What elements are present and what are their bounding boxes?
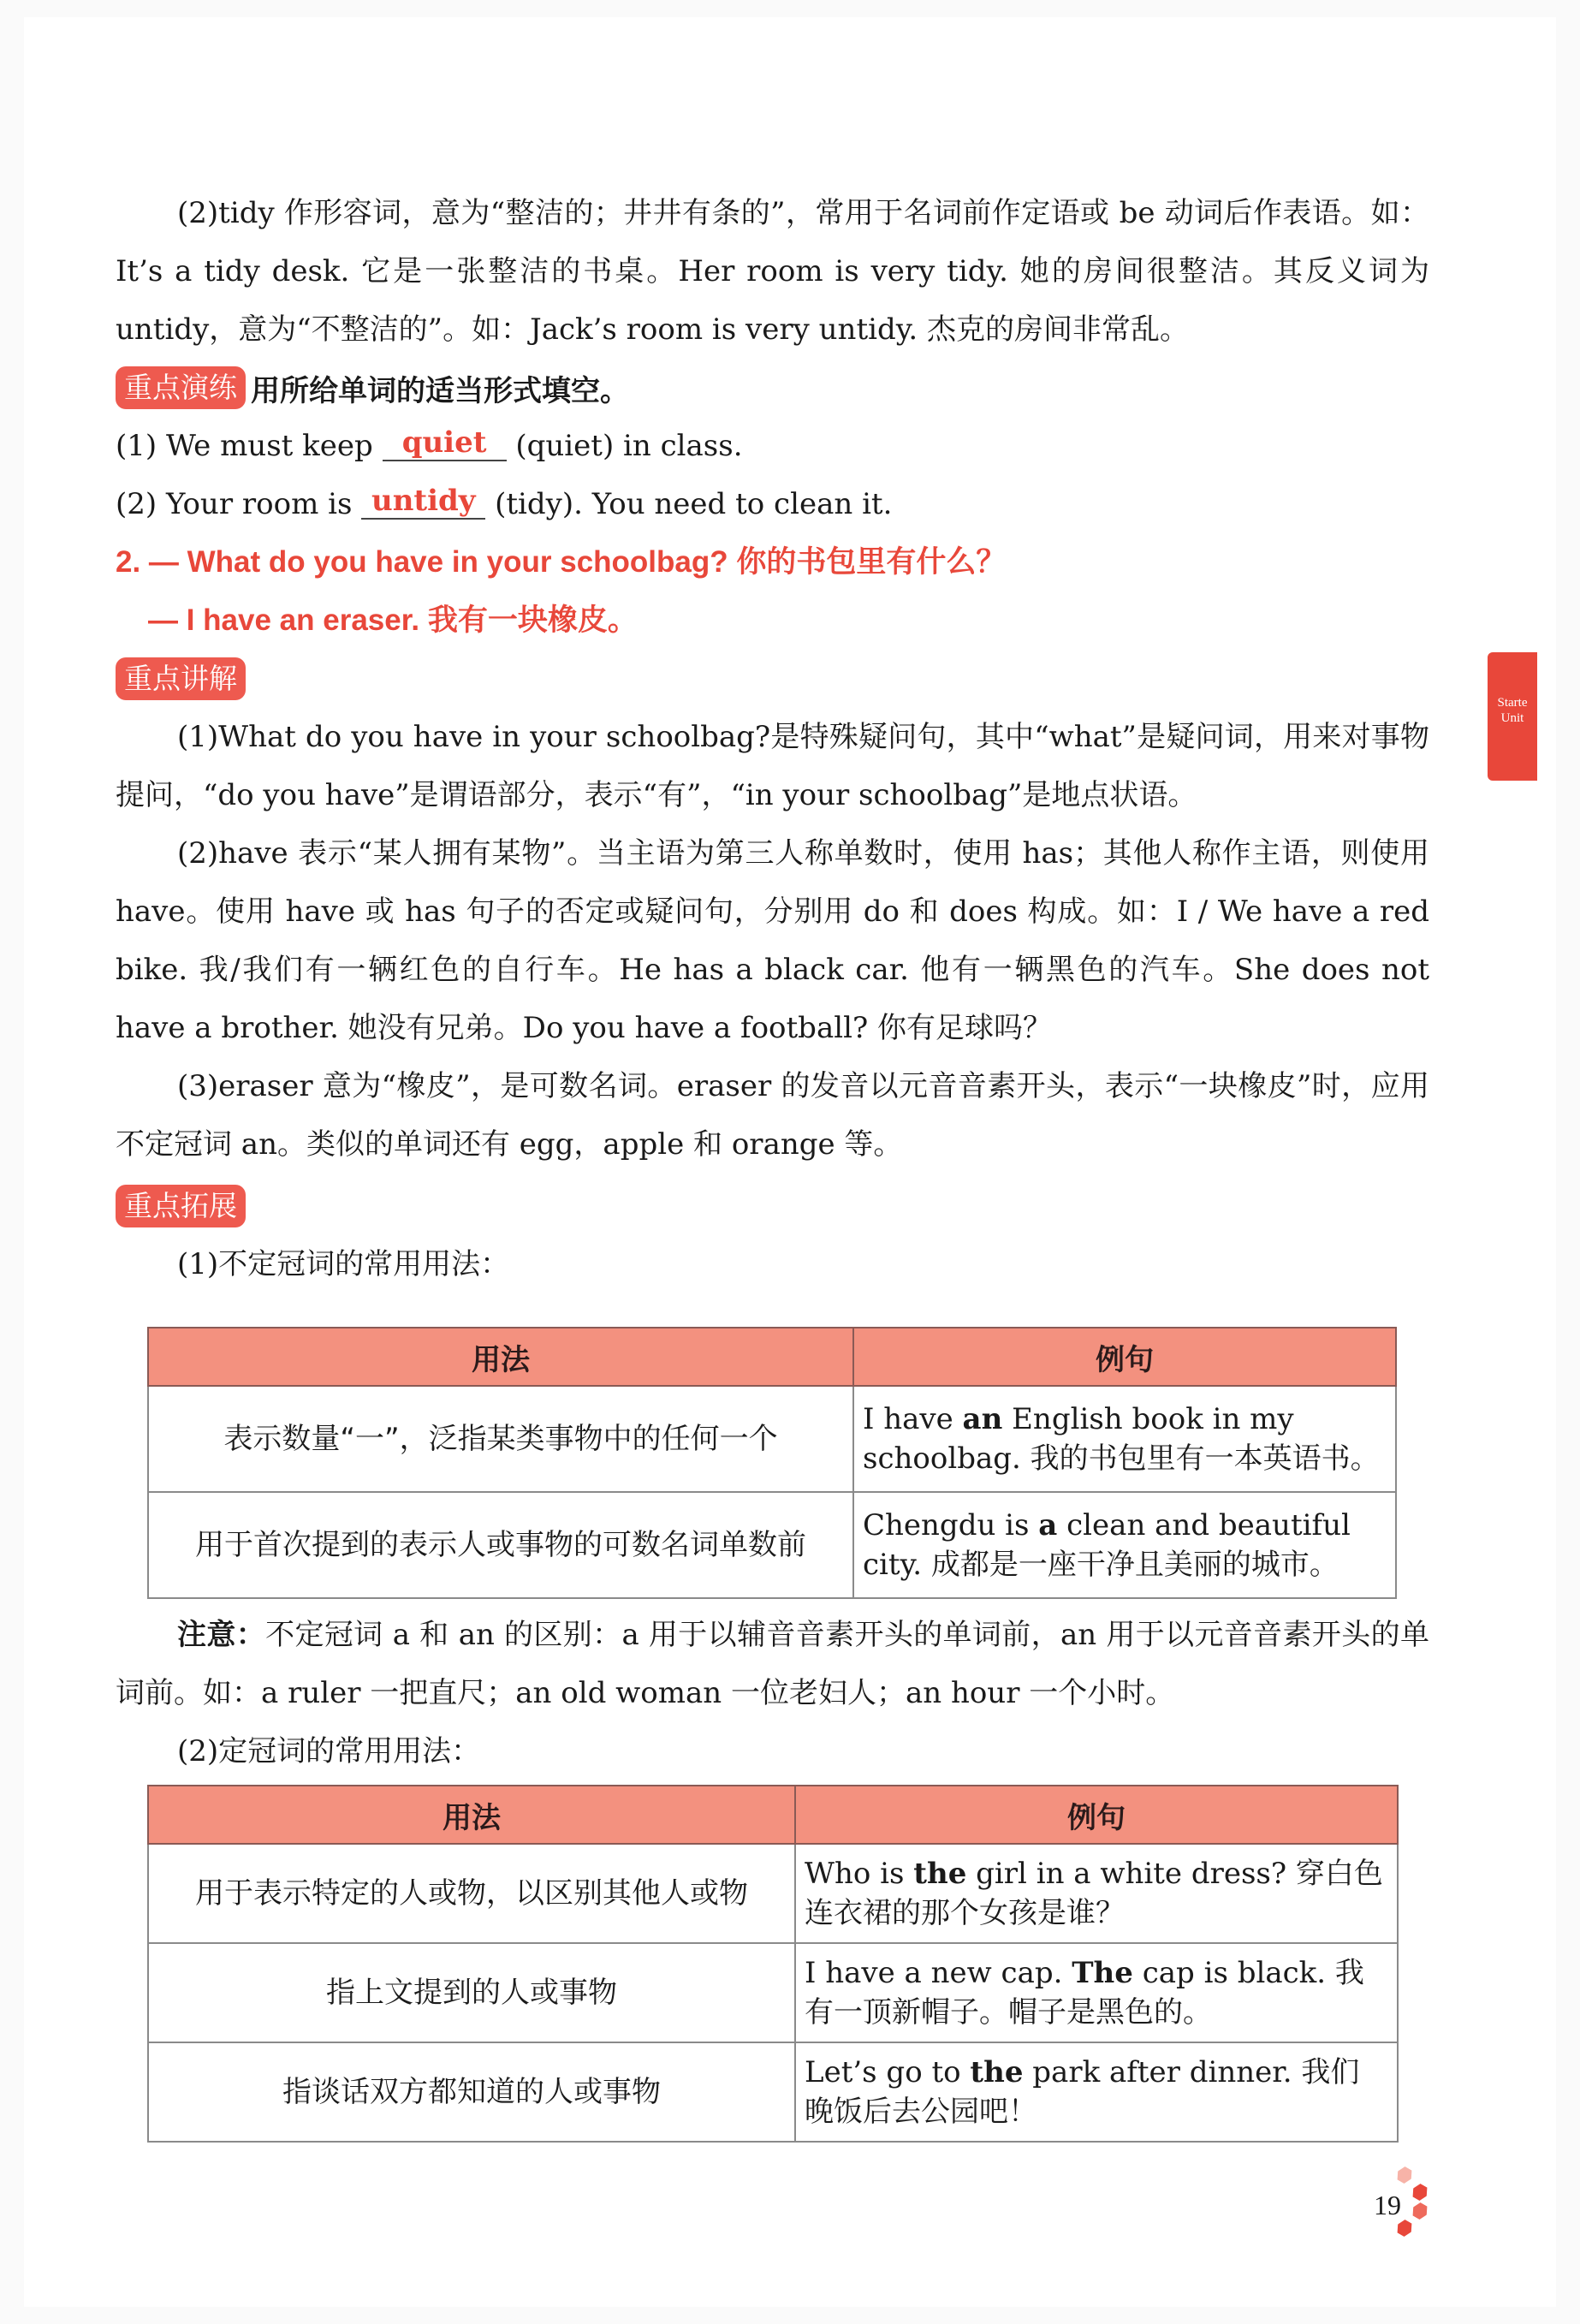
q1-after: (quiet) in class. <box>515 429 743 463</box>
page-content <box>116 184 1429 1293</box>
dialogue-line-1: 2. — What do you have in your schoolbag? 你的书包里有什么？ <box>116 545 1007 579</box>
q2-after: (tidy). You need to clean it. <box>495 487 893 521</box>
q1-before: (1) We must keep <box>116 429 373 463</box>
table-row <box>148 2042 1398 2142</box>
extend-header <box>116 1177 1429 1235</box>
explain-paragraph-1: (1)What do you have in your schoolbag?是特殊疑问句，其中“what”是疑问词，用来对事物提问，“do you have”是谓语部分，表示“有”，“in your schoolbag”是地点状语。 <box>116 720 1429 812</box>
usage-cell: 表示数量“一”，泛指某类事物中的任何一个 <box>148 1386 853 1492</box>
example-cell <box>795 1844 1398 1943</box>
example-article: the <box>913 1857 967 1891</box>
unit-side-tab[interactable] <box>1488 652 1537 781</box>
usage-cell: 指谈话双方都知道的人或事物 <box>148 2042 795 2142</box>
example-cell <box>795 1943 1398 2042</box>
example-cell <box>795 2042 1398 2142</box>
example-part: Chengdu is <box>863 1508 1039 1542</box>
q2-answer: untidy <box>361 484 485 520</box>
table-header-row <box>148 1786 1398 1844</box>
practice-instruction: 用所给单词的适当形式填空。 <box>251 373 629 408</box>
usage-cell: 指上文提到的人或事物 <box>148 1943 795 2042</box>
example-part: I have <box>863 1402 963 1436</box>
table-row <box>148 1943 1398 2042</box>
example-part: cap is black. 我有一顶新帽子。帽子是黑色的。 <box>805 1956 1364 2030</box>
note-label: 注意： <box>177 1618 266 1652</box>
example-part: park after dinner. 我们晚饭后去公园吧！ <box>805 2055 1360 2129</box>
example-article: the <box>970 2055 1024 2089</box>
example-cell <box>853 1492 1396 1598</box>
explain-label: 重点讲解 <box>116 657 246 700</box>
practice-question-1 <box>116 417 1429 475</box>
example-article: a <box>1038 1508 1058 1542</box>
example-article: The <box>1072 1956 1133 1990</box>
extend-label: 重点拓展 <box>116 1185 246 1227</box>
definite-article-table <box>147 1785 1399 2143</box>
extend-subheading-2: (2)定冠词的常用用法： <box>177 1734 481 1768</box>
explain-paragraph-2: (2)have 表示“某人拥有某物”。当主语为第三人称单数时，使用 has；其他人称作主语，则使用 have。使用 have 或 has 句子的否定或疑问句，分别用 do 和 does 构成。如：I / We have a red bike. 我/我们有一辆红色的自行车。He has a black car. 他有一辆黑色的汽车。She does not have a brother. 她没有兄弟。Do you have a football? 你有足球吗？ <box>116 836 1429 1045</box>
q1-answer: quiet <box>383 425 507 461</box>
note-paragraph <box>116 1606 1429 1722</box>
indefinite-article-table <box>147 1327 1397 1599</box>
q2-before: (2) Your room is <box>116 487 353 521</box>
table-header-example: 例句 <box>795 1786 1398 1844</box>
explain-header <box>116 650 1429 708</box>
example-part: Who is <box>805 1857 914 1891</box>
example-part: I have a new cap. <box>805 1956 1072 1990</box>
usage-cell: 用于表示特定的人或物，以区别其他人或物 <box>148 1844 795 1943</box>
table-row <box>148 1844 1398 1943</box>
side-tab-line-1: Starte <box>1497 696 1528 710</box>
table-header-usage: 用法 <box>148 1328 853 1386</box>
table-row <box>148 1492 1396 1598</box>
table-header-row <box>148 1328 1396 1386</box>
example-part: English book in my schoolbag. 我的书包里有一本英语书。 <box>863 1402 1380 1476</box>
table-header-example: 例句 <box>853 1328 1396 1386</box>
example-article: an <box>962 1402 1003 1436</box>
explain-paragraph-3: (3)eraser 意为“橡皮”，是可数名词。eraser 的发音以元音音素开头，表示“一块橡皮”时，应用不定冠词 an。类似的单词还有 egg，apple 和 orange 等。 <box>116 1069 1429 1162</box>
practice-label: 重点演练 <box>116 366 246 409</box>
example-part: girl in a white dress? 穿白色连衣裙的那个女孩是谁？ <box>805 1857 1383 1930</box>
example-part: Let’s go to <box>805 2055 971 2089</box>
practice-header <box>116 359 1429 417</box>
page-number: 19 <box>1374 2190 1401 2220</box>
note-text: 不定冠词 a 和 an 的区别：a 用于以辅音音素开头的单词前，an 用于以元音音素开头的单词前。如：a ruler 一把直尺；an old woman 一位老妇人；an hour 一个小时。 <box>116 1618 1429 1710</box>
usage-cell: 用于首次提到的表示人或事物的可数名词单数前 <box>148 1492 853 1598</box>
side-tab-line-2: Unit <box>1500 711 1524 725</box>
table-row <box>148 1386 1396 1492</box>
example-cell <box>853 1386 1396 1492</box>
dialogue-line-2: — I have an eraser. 我有一块橡皮。 <box>148 603 638 637</box>
note-block <box>116 1606 1429 1780</box>
practice-question-2 <box>116 475 1429 533</box>
extend-subheading-1: (1)不定冠词的常用用法： <box>177 1247 510 1281</box>
paragraph-tidy: (2)tidy 作形容词，意为“整洁的；井井有条的”，常用于名词前作定语或 be 动词后作表语。如：It’s a tidy desk. 它是一张整洁的书桌。Her room is very tidy. 她的房间很整洁。其反义词为 untidy，意为“不整洁的”。如：Jack’s room is very untidy. 杰克的房间非常乱。 <box>116 196 1429 347</box>
example-part: clean and beautiful city. 成都是一座干净且美丽的城市。 <box>863 1508 1351 1582</box>
table-header-usage: 用法 <box>148 1786 795 1844</box>
